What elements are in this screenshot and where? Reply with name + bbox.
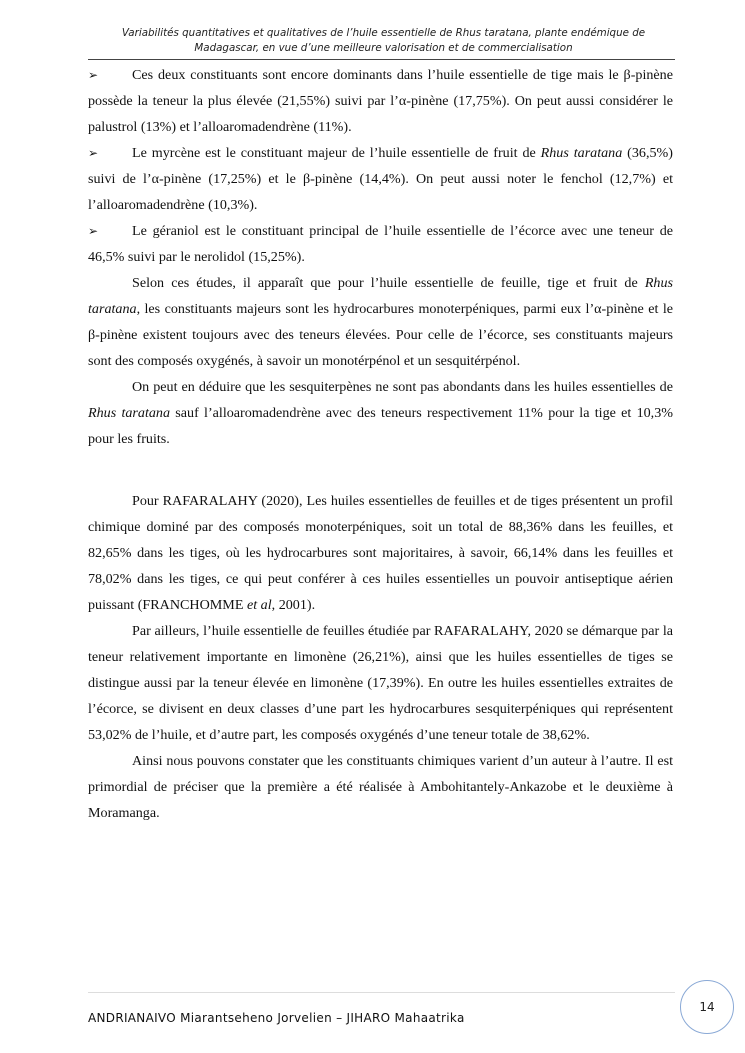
bullet-paragraph-fruit <box>88 140 673 218</box>
paragraph-text: On peut en déduire que les sesquiterpènes ne sont pas abondants dans les huiles essentielles de <box>132 379 673 395</box>
paragraph-text: sauf l’alloaromadendrène avec des teneurs respectivement 11% pour la tige et 10,3% pour les fruits. <box>88 405 673 447</box>
arrow-bullet-icon: ➢ <box>88 146 99 160</box>
paragraph-text: , 2001). <box>271 597 316 613</box>
header-title-line-1: Variabilités quantitatives et qualitatives de l’huile essentielle de Rhus taratana, plante endémique de <box>121 27 646 39</box>
bullet-paragraph-stem <box>88 62 673 140</box>
species-name: Rhus taratana <box>88 405 171 421</box>
species-name: Rhus taratana <box>540 145 623 161</box>
bullet-text: (36,5%) suivi de l’α-pinène (17,25%) et le β-pinène (14,4%). On peut aussi noter le fenchol (12,7%) et l’alloaromadendrène (10,3%). <box>88 145 673 213</box>
paragraph-rafaralahy <box>88 488 673 618</box>
arrow-bullet-icon: ➢ <box>88 68 99 82</box>
species-name: Rhus taratana <box>88 275 673 317</box>
arrow-bullet-icon: ➢ <box>88 224 99 238</box>
bullet-text: Ces deux constituants sont encore dominants dans l’huile essentielle de tige mais le β-pinène possède la teneur la plus élevée (21,55%) suivi par l’α-pinène (17,75%). On peut aussi considérer le palustrol (13%) et l’alloaromadendrène (11%). <box>88 67 673 135</box>
bullet-paragraph-bark <box>88 218 673 270</box>
header-title-line-2: Madagascar, en vue d’une meilleure valorisation et de commercialisation <box>194 42 573 54</box>
running-header <box>96 26 671 56</box>
body-text <box>88 62 673 826</box>
header-divider <box>88 59 675 60</box>
paragraph-studies <box>88 270 673 374</box>
footer-author: ANDRIANAIVO Miarantseheno Jorvelien – JIHARO Mahaatrika <box>88 1011 465 1025</box>
paragraph-text: , les constituants majeurs sont les hydrocarbures monoterpéniques, parmi eux l’α-pinène et le β-pinène existent toujours avec des teneurs élevées. Pour celle de l’écorce, ses constituants majeurs sont des composés oxygénés, à savoir un monotérpénol et un sesquitérpénol. <box>88 301 673 369</box>
paragraph-text: Pour RAFARALAHY (2020), Les huiles essentielles de feuilles et de tiges présentent un profil chimique dominé par des composés monoterpéniques, soit un total de 88,36% dans les feuilles, et 82,65% dans les tiges, où les hydrocarbures sont majoritaires, à savoir, 66,14% dans les feuilles et 78,02% dans les tiges, ce qui peut conférer à ces huiles essentielles un pouvoir antiseptique aérien puissant (FRANCHOMME <box>88 493 673 613</box>
bullet-text: Le myrcène est le constituant majeur de l’huile essentielle de fruit de <box>132 145 541 161</box>
footer-divider <box>88 992 675 993</box>
page-number: 14 <box>680 980 734 1034</box>
paragraph-text: Selon ces études, il apparaît que pour l’huile essentielle de feuille, tige et fruit de <box>132 275 645 291</box>
paragraph-gap <box>88 452 673 488</box>
paragraph-sesquiterpenes <box>88 374 673 452</box>
paragraph-limonene: Par ailleurs, l’huile essentielle de feuilles étudiée par RAFARALAHY, 2020 se démarque par la teneur relativement importante en limonène (26,21%), ainsi que les huiles essentielles de tiges se distingue aussi par la teneur élevée en limonène (17,39%). En outre les huiles essentielles extraites de l’écorce, se divisent en deux classes d’une part les hydrocarbures sesquiterpéniques qui représentent 53,02% de l’huile, et d’autre part, les composés oxygénés d’une teneur totale de 38,62%. <box>88 623 673 743</box>
citation-et-al: et al <box>246 597 272 613</box>
paragraph-conclusion: Ainsi nous pouvons constater que les constituants chimiques varient d’un auteur à l’autre. Il est primordial de préciser que la première a été réalisée à Ambohitantely-Ankazobe et le deuxième à Moramanga. <box>88 753 673 821</box>
bullet-text: Le géraniol est le constituant principal de l’huile essentielle de l’écorce avec une teneur de 46,5% suivi par le nerolidol (15,25%). <box>88 223 673 265</box>
